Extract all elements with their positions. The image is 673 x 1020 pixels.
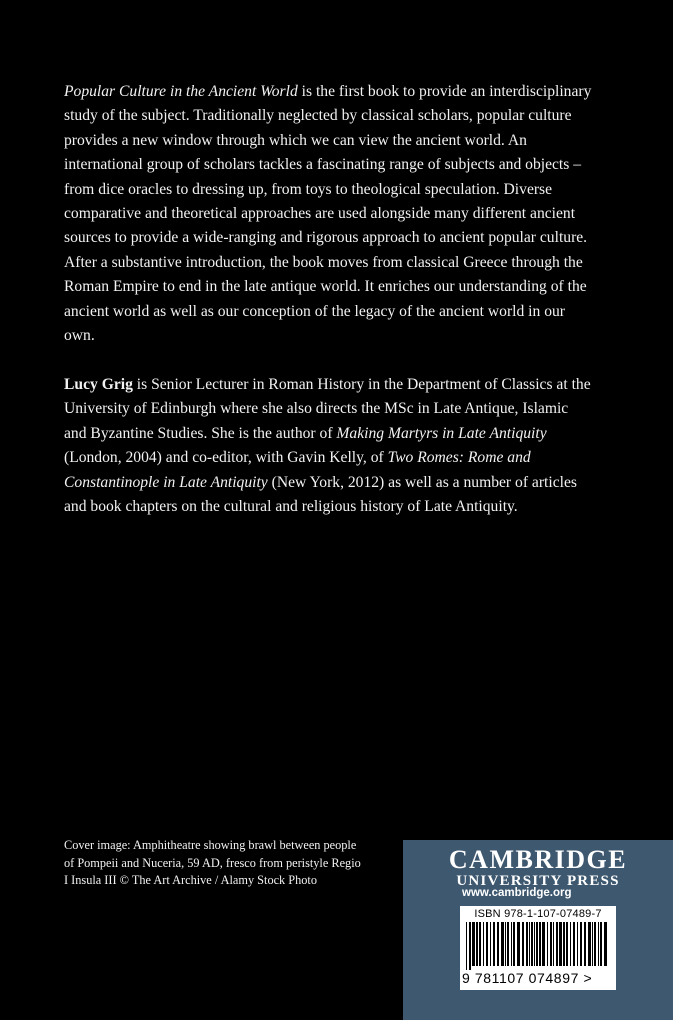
barcode-bar bbox=[476, 922, 478, 966]
barcode-bar bbox=[563, 922, 565, 966]
author-name: Lucy Grig bbox=[64, 376, 133, 393]
barcode-icon bbox=[466, 922, 610, 970]
barcode-bar bbox=[547, 922, 548, 966]
cover-image-credit: Cover image: Amphitheatre showing brawl between people of Pompeii and Nuceria, 59 AD, fresco from peristyle Regio I Insula III © The Art Archive / Alamy Stock Photo bbox=[64, 838, 361, 888]
barcode-bar bbox=[522, 922, 524, 966]
barcode-bar bbox=[472, 922, 475, 966]
barcode-bar bbox=[556, 922, 558, 966]
barcode-bar bbox=[513, 922, 515, 966]
isbn-label: ISBN 978-1-107-07489-7 bbox=[474, 908, 602, 920]
author-bio bbox=[64, 373, 592, 519]
barcode-bar bbox=[483, 922, 484, 966]
book-title: Popular Culture in the Ancient World bbox=[64, 83, 298, 100]
barcode-bar bbox=[505, 922, 506, 966]
barcode-bar bbox=[529, 922, 530, 966]
barcode-bar bbox=[501, 922, 504, 966]
barcode-bar bbox=[566, 922, 568, 966]
barcode-bar bbox=[531, 922, 533, 966]
blurb-text: is the first book to provide an interdisciplinary study of the subject. Traditionally neglected by classical scholars, popular culture provides a new window through which we can view the ancient world. An international group of scholars tackles a fascinating range of subjects and objects – from dice oracles to dressing up, from toys to theological speculation. Diverse comparative and theoretical approaches are used alongside many different ancient sources to provide a wide-ranging and rigorous approach to ancient popular culture. After a substantive introduction, the book moves from classical Greece through the Roman Empire to end in the late antique world. It enriches our understanding of the ancient world as well as our conception of the legacy of the ancient world in our own. bbox=[64, 83, 592, 345]
barcode-bar bbox=[559, 922, 562, 966]
barcode-bar bbox=[588, 922, 591, 966]
barcode-bar bbox=[490, 922, 491, 966]
barcode-bar bbox=[577, 922, 578, 966]
barcode-bar bbox=[469, 922, 471, 970]
barcode-bar bbox=[553, 922, 554, 966]
bio-text-3: (New York, 2012) as well as a number of articles and book chapters on the cultural and religious history of Late Antiquity. bbox=[64, 473, 577, 516]
barcode-bar bbox=[580, 922, 582, 966]
publisher-name: CAMBRIDGE bbox=[448, 845, 628, 874]
barcode-bar bbox=[517, 922, 520, 966]
blurb-paragraph bbox=[64, 80, 592, 348]
barcode-bar bbox=[600, 922, 602, 966]
work-title-2: Two Romes: Rome and Constantinople in Late Antiquity bbox=[64, 449, 531, 491]
barcode-bar bbox=[570, 922, 571, 966]
bio-text-1: is Senior Lecturer in Roman History in the Department of Classics at the University of Edinburgh where she also directs the MSc in Late Antique, Islamic and Byzantine Studies. She is the author of bbox=[64, 376, 591, 442]
barcode-bar bbox=[511, 922, 512, 966]
isbn-digits: 9 781107 074897 > bbox=[462, 970, 593, 986]
barcode-bar bbox=[497, 922, 499, 966]
work-title-1: Making Martyrs in Late Antiquity bbox=[336, 424, 547, 442]
barcode-bar bbox=[526, 922, 528, 966]
barcode-bar bbox=[536, 922, 538, 966]
barcode-bar bbox=[542, 922, 545, 966]
barcode-bar bbox=[604, 922, 607, 966]
barcode-bar bbox=[534, 922, 535, 966]
publisher-url: www.cambridge.org bbox=[462, 887, 572, 899]
barcode-bar bbox=[550, 922, 552, 966]
barcode-panel bbox=[460, 906, 616, 990]
barcode-bar bbox=[592, 922, 593, 966]
barcode-bar bbox=[598, 922, 599, 966]
barcode-bar bbox=[539, 922, 541, 966]
barcode-bar bbox=[466, 922, 467, 970]
barcode-bar bbox=[573, 922, 575, 966]
barcode-bar bbox=[493, 922, 495, 966]
barcode-bar bbox=[479, 922, 481, 966]
barcode-bar bbox=[507, 922, 509, 966]
barcode-bar bbox=[584, 922, 586, 966]
publisher-subname: UNIVERSITY PRESS bbox=[456, 873, 620, 889]
barcode-bar bbox=[486, 922, 488, 966]
barcode-bar bbox=[594, 922, 596, 966]
bio-text-2: (London, 2004) and co-editor, with Gavin Kelly, of bbox=[64, 449, 388, 467]
